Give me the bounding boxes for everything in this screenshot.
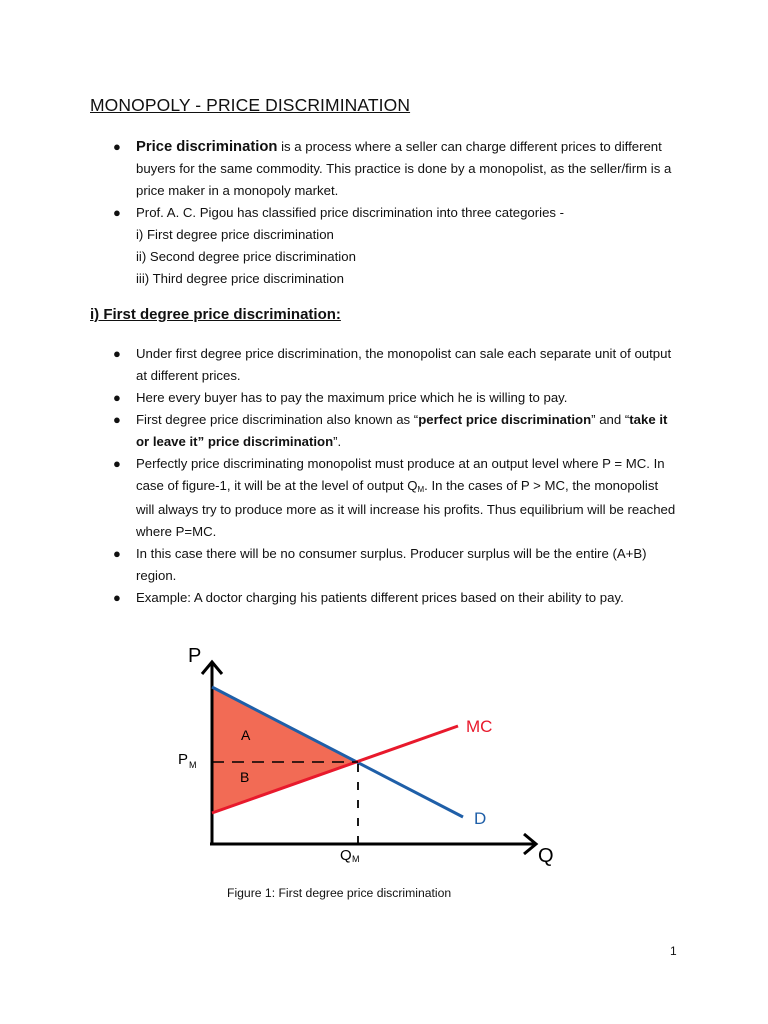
list-item-text: Example: A doctor charging his patients different prices based on their ability to pay. [136,590,624,605]
figure-caption: Figure 1: First degree price discrimination [227,886,452,900]
list-item-text: Here every buyer has to pay the maximum price which he is willing to pay. [136,390,568,405]
y-axis-label: P [188,645,202,667]
demand-label: D [474,809,487,828]
bullet-icon: ● [113,412,121,427]
term-price-discrimination: Price discrimination [136,139,278,155]
list-item-text: Under first degree price discrimination, the monopolist can sale each separate unit of output at different prices. [136,346,672,383]
subscript: M [417,485,425,494]
list-item-text: ” and “ [591,412,630,427]
region-a-label: A [241,727,251,743]
bullet-icon: ● [113,390,121,405]
intro-list [0,136,676,290]
bold-term: take it or leave it” price discrimination [136,412,668,449]
list-item-text: First degree price discrimination also known as “ [136,412,419,427]
list-item [0,202,676,290]
qm-label: Q [340,847,352,864]
bullet-icon: ● [113,205,121,220]
section-heading: i) First degree price discrimination: [90,306,341,323]
list-item-text: Perfectly price discriminating monopolist must produce at an output level where P = MC. In case of figure-1, it will be at the level of output Q [136,456,665,493]
categories-list [136,224,676,290]
bullet-icon: ● [113,590,121,605]
page-number: 1 [670,944,677,958]
bullet-icon: ● [113,346,121,361]
region-b-label: B [240,769,250,785]
bold-term: perfect price discrimination [418,412,592,427]
category-item: ii) Second degree price discrimination [136,249,356,264]
list-item-text: ”. [333,434,342,449]
pm-subscript: M [189,760,197,770]
list-item [0,343,676,387]
price-discrimination-diagram [160,640,580,880]
list-item [0,587,676,609]
list-item [0,543,676,587]
list-item [0,453,676,543]
category-item: iii) Third degree price discrimination [136,271,344,286]
list-item-text: In this case there will be no consumer surplus. Producer surplus will be the entire (A+B) region. [136,546,647,583]
mc-label: MC [466,717,493,736]
list-item [0,387,676,409]
list-item [0,409,676,453]
category-item: i) First degree price discrimination [136,227,334,242]
bullet-icon: ● [113,546,121,561]
list-item-text: is a process where a seller can charge different prices to different buyers for the same commodity. This practice is done by a monopolist, as the seller/firm is a price maker in a monopoly market. [136,139,672,198]
page-title: MONOPOLY - PRICE DISCRIMINATION [90,95,411,115]
section-list [0,343,676,609]
list-item-text: Prof. A. C. Pigou has classified price discrimination into three categories - [136,205,565,220]
list-item [0,136,676,202]
list-item-text: . In the cases of P > MC, the monopolist will always try to produce more as it will increase his profits. Thus equilibrium will be reached where P=MC. [136,478,676,539]
bullet-icon: ● [113,139,121,154]
qm-subscript: M [352,854,360,864]
pm-label: P [178,751,189,768]
bullet-icon: ● [113,456,121,471]
x-axis-label: Q [538,845,554,867]
